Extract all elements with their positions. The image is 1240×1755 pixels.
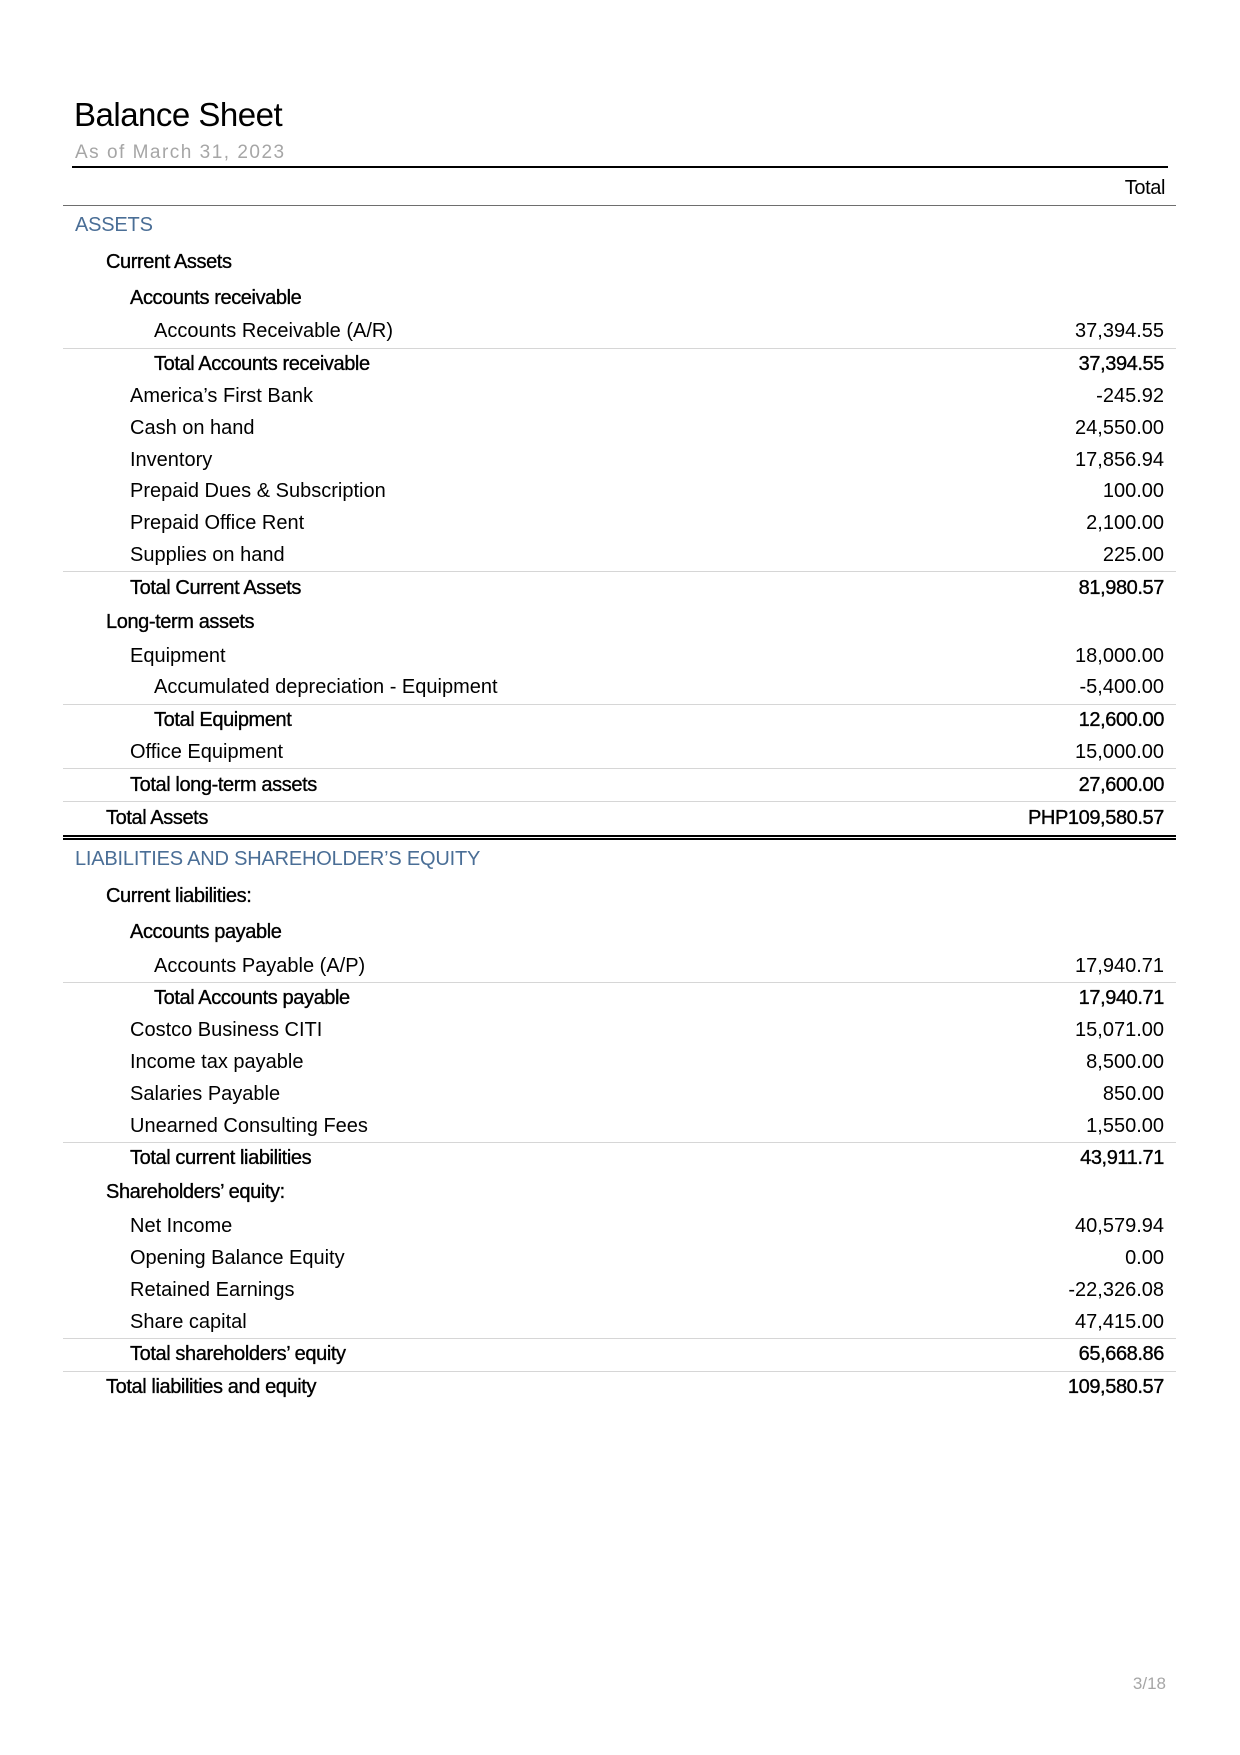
row-label: Total current liabilities <box>130 1147 312 1170</box>
row-amount: 850.00 <box>1102 1082 1164 1105</box>
row-label: Office Equipment <box>130 740 284 763</box>
row-label: Current Assets <box>106 250 232 273</box>
row-amount: -245.92 <box>1096 384 1164 407</box>
group-header-row <box>63 280 1176 316</box>
subtotal-row <box>63 704 1176 737</box>
group-header-row <box>63 878 1176 914</box>
row-label: Current liabilities: <box>106 884 252 907</box>
row-label: ASSETS <box>75 213 153 236</box>
row-label: Total Accounts payable <box>154 987 350 1010</box>
report-title: Balance Sheet <box>74 96 283 133</box>
row-amount: 17,940.71 <box>1075 954 1164 977</box>
row-label: Total Assets <box>106 807 208 830</box>
grand-total-row <box>63 1371 1176 1404</box>
row-label: Accounts Payable (A/P) <box>154 954 366 977</box>
account-row <box>63 316 1176 348</box>
row-label: Cash on hand <box>130 416 255 439</box>
account-row <box>63 1015 1176 1047</box>
report-date-subtitle: As of March 31, 2023 <box>75 142 286 163</box>
account-row <box>63 1047 1176 1079</box>
row-amount: 2,100.00 <box>1086 512 1164 535</box>
row-amount: -22,326.08 <box>1068 1278 1164 1301</box>
account-row <box>63 1306 1176 1338</box>
account-row <box>63 1211 1176 1243</box>
account-row <box>63 640 1176 672</box>
row-label: Income tax payable <box>130 1050 304 1073</box>
row-label: Shareholders’ equity: <box>106 1181 285 1204</box>
row-amount: 109,580.57 <box>1067 1376 1164 1399</box>
group-header-row <box>63 244 1176 280</box>
row-label: Opening Balance Equity <box>130 1246 345 1269</box>
row-label: Accumulated depreciation - Equipment <box>154 676 498 699</box>
row-label: Accounts payable <box>130 920 282 943</box>
account-row <box>63 540 1176 572</box>
row-amount: 17,940.71 <box>1078 987 1164 1010</box>
group-header-row <box>63 914 1176 950</box>
row-amount: PHP109,580.57 <box>1027 807 1164 830</box>
row-amount: 225.00 <box>1102 543 1164 566</box>
row-label: LIABILITIES AND SHAREHOLDER’S EQUITY <box>75 847 481 870</box>
subtotal-row <box>63 768 1176 801</box>
row-label: Accounts receivable <box>130 286 302 309</box>
row-amount: -5,400.00 <box>1079 676 1164 699</box>
row-amount: 65,668.86 <box>1078 1343 1164 1366</box>
row-label: Costco Business CITI <box>130 1019 323 1042</box>
account-row <box>63 950 1176 982</box>
subtotal-row <box>63 1142 1176 1175</box>
group-header-row <box>63 604 1176 640</box>
account-row <box>63 737 1176 769</box>
row-amount: 43,911.71 <box>1080 1147 1164 1170</box>
row-label: Prepaid Office Rent <box>130 512 305 535</box>
row-amount: 0.00 <box>1125 1246 1164 1269</box>
group-header-row <box>63 1175 1176 1211</box>
subtotal-row <box>63 571 1176 604</box>
row-amount: 40,579.94 <box>1075 1215 1164 1238</box>
row-label: Prepaid Dues & Subscription <box>130 480 386 503</box>
subtotal-row <box>63 982 1176 1015</box>
subtotal-row <box>63 1338 1176 1371</box>
row-label: Accounts Receivable (A/R) <box>154 320 393 343</box>
row-label: Long-term assets <box>106 610 255 633</box>
row-label: Retained Earnings <box>130 1278 295 1301</box>
account-row <box>63 1243 1176 1275</box>
header-rule <box>72 166 1168 168</box>
grand-total-row <box>63 801 1176 840</box>
row-label: Salaries Payable <box>130 1082 281 1105</box>
row-label: Total shareholders’ equity <box>130 1343 346 1366</box>
row-label: Total long-term assets <box>130 773 317 796</box>
account-row <box>63 1274 1176 1306</box>
row-label: Total Equipment <box>154 709 292 732</box>
row-amount: 27,600.00 <box>1078 773 1164 796</box>
row-amount: 37,394.55 <box>1075 320 1164 343</box>
row-label: Total Accounts receivable <box>154 353 370 376</box>
account-row <box>63 381 1176 413</box>
row-label: Inventory <box>130 448 213 471</box>
row-amount: 37,394.55 <box>1078 353 1164 376</box>
row-label: America’s First Bank <box>130 384 314 407</box>
row-amount: 15,071.00 <box>1075 1019 1164 1042</box>
row-label: Total liabilities and equity <box>106 1376 317 1399</box>
account-row <box>63 672 1176 704</box>
row-label: Total Current Assets <box>130 576 301 599</box>
page-number: 3/18 <box>1132 1674 1166 1693</box>
row-amount: 100.00 <box>1102 480 1164 503</box>
row-amount: 1,550.00 <box>1086 1114 1164 1137</box>
row-amount: 24,550.00 <box>1075 416 1164 439</box>
row-amount: 81,980.57 <box>1078 576 1164 599</box>
account-row <box>63 508 1176 540</box>
row-amount: 47,415.00 <box>1075 1310 1164 1333</box>
row-amount: 12,600.00 <box>1078 709 1164 732</box>
row-amount: 18,000.00 <box>1075 644 1164 667</box>
column-header-total: Total <box>1124 177 1165 199</box>
account-row <box>63 476 1176 508</box>
row-label: Supplies on hand <box>130 543 285 566</box>
section-header-row <box>63 206 1176 244</box>
row-amount: 17,856.94 <box>1075 448 1164 471</box>
account-row <box>63 444 1176 476</box>
subtotal-row <box>63 348 1176 381</box>
row-label: Net Income <box>130 1215 233 1238</box>
row-amount: 8,500.00 <box>1086 1050 1164 1073</box>
row-label: Unearned Consulting Fees <box>130 1114 368 1137</box>
account-row <box>63 1078 1176 1110</box>
row-label: Share capital <box>130 1310 247 1333</box>
balance-sheet-table <box>63 206 1176 1404</box>
section-header-row <box>63 840 1176 878</box>
account-row <box>63 412 1176 444</box>
account-row <box>63 1110 1176 1142</box>
row-label: Equipment <box>130 644 226 667</box>
row-amount: 15,000.00 <box>1075 740 1164 763</box>
